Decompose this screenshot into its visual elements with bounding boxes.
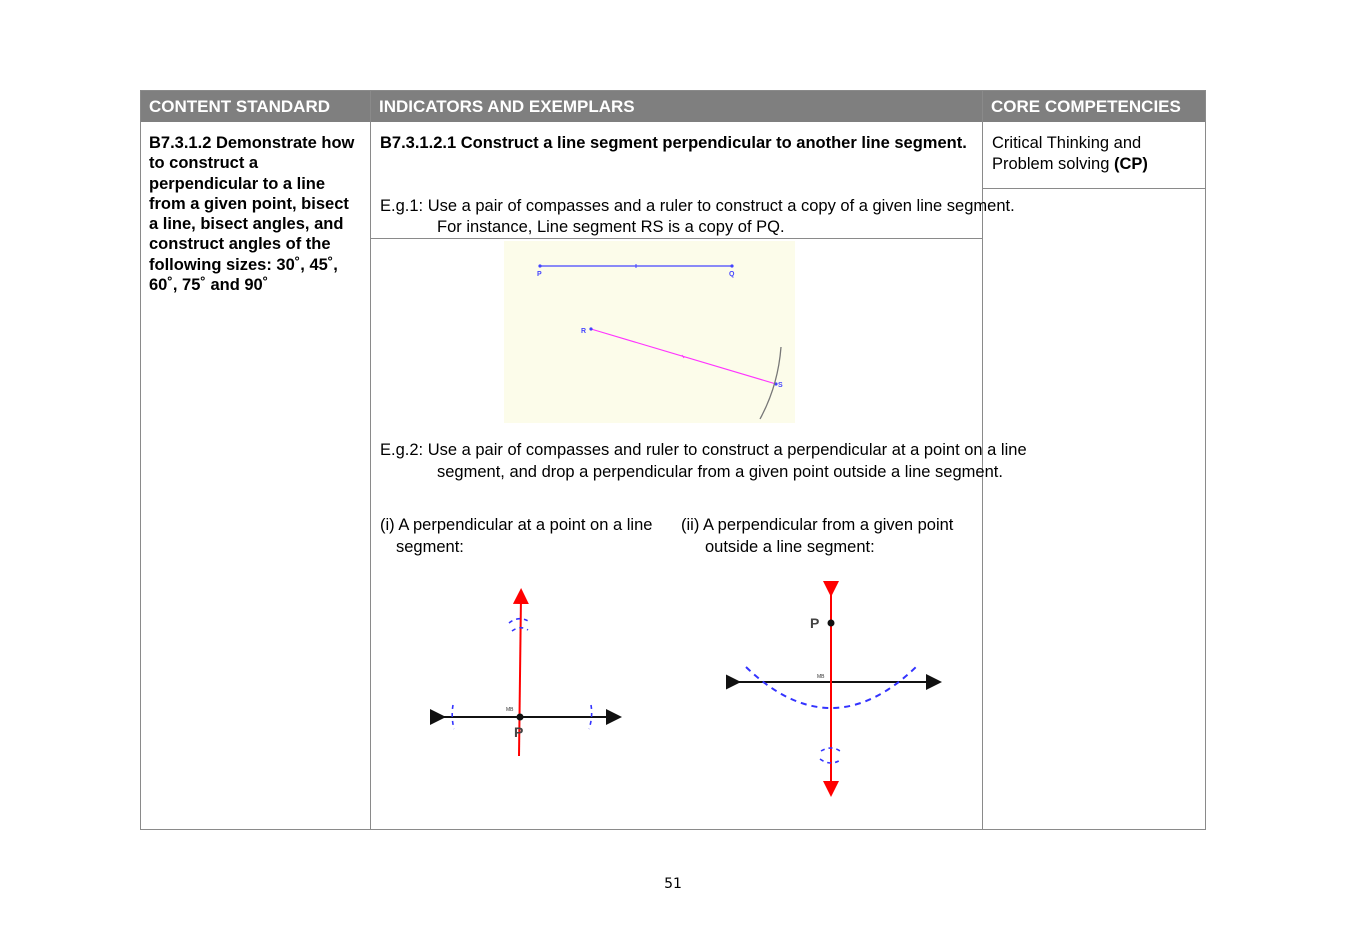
row-divider <box>371 238 983 239</box>
competency-name: Critical Thinking and Problem solving <box>992 134 1142 173</box>
competency-text <box>992 133 1197 175</box>
point-q <box>730 264 733 267</box>
label-q: Q <box>729 271 735 278</box>
label-p: P <box>537 271 542 278</box>
header-content-standard: CONTENT STANDARD <box>141 91 371 122</box>
label-mb: MB <box>817 674 825 680</box>
header-indicators: INDICATORS AND EXEMPLARS <box>371 91 983 122</box>
perpendicular-from-point-figure <box>726 579 946 799</box>
content-standard-text: B7.3.1.2 Demonstrate how to construct a perpendicular to a line from a given point, bisect a line, bisect angles, and construct angles of the following sizes: 30˚, 45˚, 60˚, 75˚ and 90˚ <box>149 134 355 295</box>
compass-arc-top <box>509 619 530 623</box>
label-p: P <box>514 724 524 740</box>
perpendicular-at-point-figure <box>426 586 626 766</box>
page-number: 51 <box>664 876 682 892</box>
competency-code: (CP) <box>1113 155 1148 173</box>
point-r <box>589 327 592 330</box>
label-mb: MB <box>506 707 514 713</box>
sub-i-text: (i) A perpendicular at a point on a line segment: <box>380 516 653 556</box>
copy-segment-figure <box>504 241 795 423</box>
point-p <box>517 714 524 721</box>
label-s: S <box>778 382 783 389</box>
point-p <box>538 264 541 267</box>
label-p: P <box>810 615 820 631</box>
example-1-text: E.g.1: Use a pair of compasses and a ruler to construct a copy of a given line segment. For instance, Line segment RS is a copy of PQ. <box>380 197 1015 236</box>
header-core-competencies: CORE COMPETENCIES <box>983 91 1205 122</box>
curriculum-table <box>140 90 1206 830</box>
row-divider <box>983 188 1205 189</box>
sub-ii-text: (ii) A perpendicular from a given point outside a line segment: <box>681 516 954 556</box>
label-r: R <box>581 328 587 335</box>
figure-background <box>504 241 795 423</box>
example-2-text: E.g.2: Use a pair of compasses and ruler to construct a perpendicular at a point on a line segment, and drop a perpendicular from a given point outside a line segment. <box>380 441 1027 481</box>
column-divider <box>370 91 371 829</box>
indicator-title: B7.3.1.2.1 Construct a line segment perpendicular to another line segment. <box>380 134 967 152</box>
point-p <box>828 620 835 627</box>
